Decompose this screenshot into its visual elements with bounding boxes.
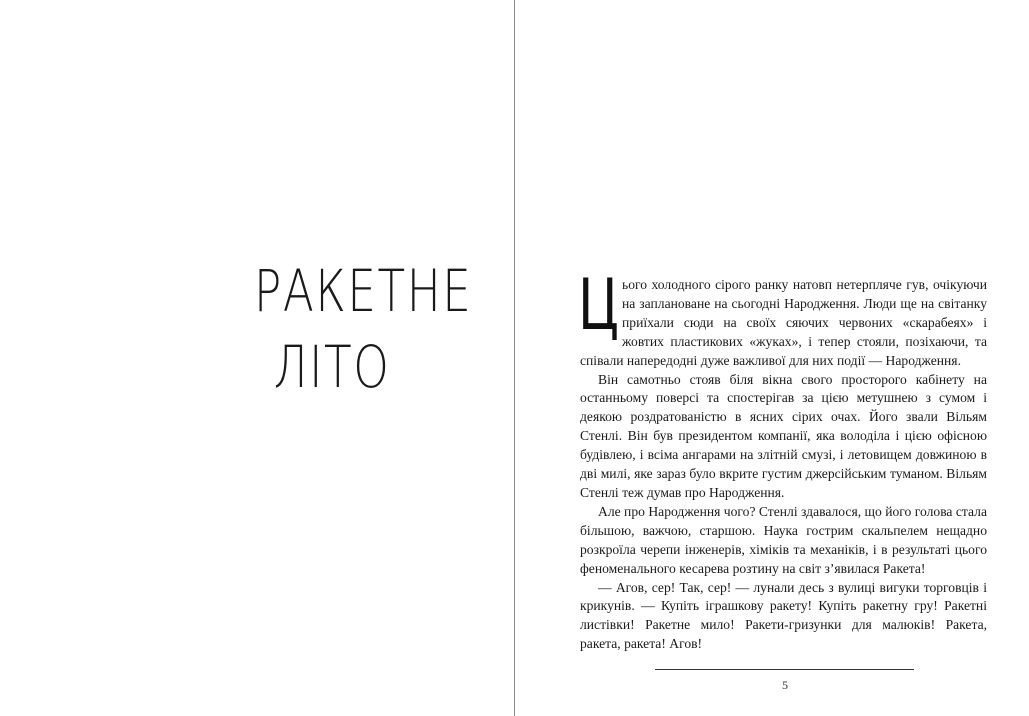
chapter-title-line-1: РАКЕТНЕ	[254, 257, 473, 325]
footer-rule	[655, 669, 914, 670]
paragraph-2: Він самотньо стояв біля вікна свого просторого кабінету на останньому поверсі та спостерігав за цією метушнею з сумом і деякою роздратованістю в ясних сірих очах. Його звали Вільям Стенлі. Він був президентом компанії, яка володіла і цією офісною будівлею, і всіма ангарами на злітній смузі, і летовищем довжиною в дві милі, яке зараз було вкрите густим джерсійським туманом. Вільям Стенлі теж думав про Народження.	[580, 371, 987, 500]
paragraph-4: — Агов, сер! Так, сер! — лунали десь з вулиці вигуки торговців і крикунів. — Купіть іграшкову ракету! Купіть ракетну гру! Ракетні листівки! Ракетне мило! Ракети-гризунки для малюків! Ракета, ракета, ракета! Агов!	[580, 579, 987, 652]
chapter-title	[254, 253, 473, 405]
chapter-title-line-2: ЛІТО	[273, 333, 391, 401]
page-number: 5	[782, 678, 788, 692]
right-page	[515, 0, 1029, 716]
paragraph-3: Але про Народження чого? Стенлі здавалося, що його голова стала більшою, важчою, старшою. Наука гострим скальпелем нещадно розкроїла черепи інженерів, хіміків та механіків, і в результаті цього феноменального кесарева розтину на світ з’явилася Ракета!	[580, 503, 987, 576]
paragraph-1-text: ього холодного сірого ранку натовп нетерпляче гув, очікуючи на заплановане на сьогодні Народження. Люди ще на світанку приїхали сюди на своїх сяючих червоних «скарабеях» і жовтих пластикових «жуках», і тепер стояли, позіхаючи, та співали напередодні дуже важливої для них події — Народження.	[580, 277, 987, 368]
drop-cap-letter: Ц	[578, 264, 619, 346]
left-page	[0, 0, 514, 716]
paragraph-1	[578, 264, 987, 371]
body-text	[578, 264, 987, 654]
